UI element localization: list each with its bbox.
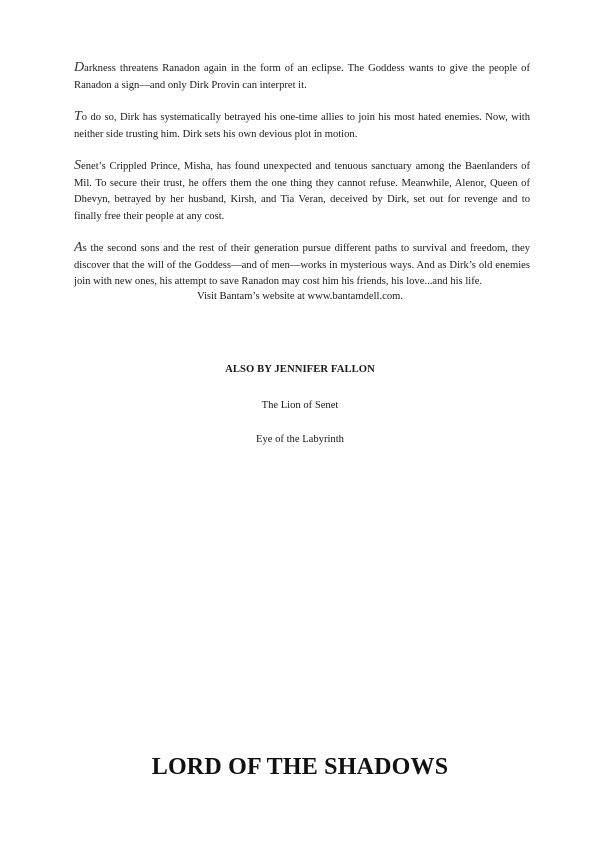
initial-letter: D (74, 60, 85, 75)
publisher-website-line: Visit Bantam’s website at www.bantamdell.com. (196, 291, 404, 302)
blurb-paragraph-2 (74, 109, 530, 143)
list-item: Eye of the Labyrinth (256, 434, 344, 445)
book-title: LORD OF THE SHADOWS (151, 754, 449, 780)
initial-letter: A (74, 240, 83, 255)
paragraph-text: o do so, Dirk has systematically betrayed his one-time allies to join his most hated enemies. Now, with neither side trusting him. Dirk sets his own devious plot in motion. (74, 112, 530, 140)
initial-letter: T (74, 109, 82, 124)
blurb-paragraph-3 (74, 158, 530, 225)
paragraph-text: s the second sons and the rest of their generation pursue different paths to survival and freedom, they discover that the will of the Goddess—and of men—works in mysterious ways. And as Dirk’s old enemies join with new ones, his attempt to save Ranadon may cost him his friends, his love...and his life. (74, 243, 530, 287)
also-by-list (0, 398, 600, 466)
back-cover-blurb (74, 60, 530, 306)
initial-letter: S (74, 158, 81, 173)
paragraph-text: enet’s Crippled Prince, Misha, has found unexpected and tenuous sanctuary among the Baenlanders of Mil. To secure their trust, he offers them the one thing they cannot refuse. Meanwhile, Alenor, Queen of Dhevyn, betrayed by her husband, Kirsh, and Tia Veran, deceived by Dirk, set out for revenge and to finally free their people at any cost. (74, 161, 530, 222)
also-by-heading: ALSO BY JENNIFER FALLON (225, 364, 375, 375)
paragraph-text: arkness threatens Ranadon again in the form of an eclipse. The Goddess wants to give the people of Ranadon a sign—and only Dirk Provin can interpret it. (74, 63, 530, 91)
blurb-paragraph-4 (74, 240, 530, 291)
blurb-paragraph-1 (74, 60, 530, 94)
list-item: The Lion of Senet (261, 400, 339, 411)
